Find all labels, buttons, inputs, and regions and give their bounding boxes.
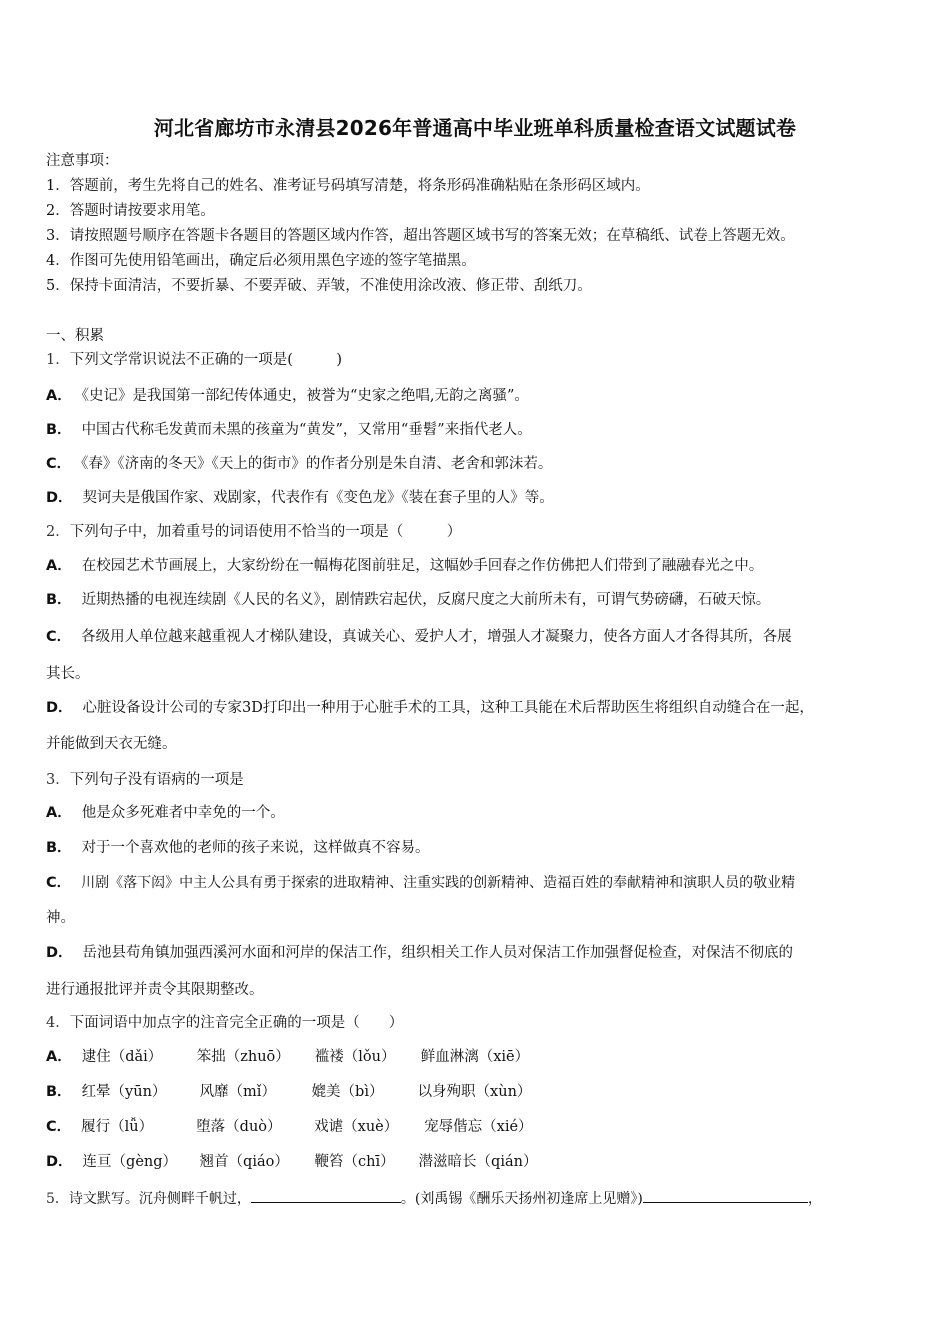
question-3-option-c-cont: 神。	[46, 910, 75, 926]
option-label: A．	[46, 558, 72, 574]
option-word: 鲜血淋漓（xiē）	[420, 1049, 530, 1065]
question-2-option-b	[46, 590, 770, 610]
question-2-option-a	[46, 556, 763, 576]
notice-item: 3．请按照题号顺序在答题卡各题目的答题区域内作答，超出答题区域书写的答案无效；在草稿纸、试卷上答题无效。	[46, 228, 795, 244]
notice-item: 1．答题前，考生先将自己的姓名、准考证号码填写清楚，将条形码准确粘贴在条形码区域内。	[46, 178, 650, 194]
option-text: 他是众多死难者中幸免的一个。	[81, 805, 285, 821]
question-3-option-a	[46, 803, 285, 823]
option-text: 岳池县苟角镇加强西溪河水面和河岸的保洁工作，组织相关工作人员对保洁工作加强督促检查，对保洁不彻底的	[82, 945, 794, 961]
option-word: 戏谑（xuè）	[314, 1119, 399, 1135]
question-2-option-d-cont: 并能做到天衣无缝。	[46, 736, 177, 752]
question-number: 3．	[46, 772, 70, 788]
question-2-option-d	[46, 698, 814, 718]
option-text: 各级用人单位越来越重视人才梯队建设，真诚关心、爱护人才，增强人才凝聚力，使各方面人才各得其所，各展	[81, 629, 792, 645]
option-label: C．	[46, 456, 72, 472]
option-text: 中国古代称毛发黄而未黑的孩童为“黄发”，又常用“垂髫”来指代老人。	[81, 422, 532, 438]
question-4-stem	[46, 1013, 403, 1033]
question-1-option-c	[46, 454, 552, 474]
question-4-option-a	[46, 1047, 529, 1067]
question-1-option-b	[46, 420, 532, 440]
option-label: D．	[46, 945, 73, 961]
option-text: 《春》《济南的冬天》《天上的街市》的作者分别是朱自清、老舍和郭沫若。	[81, 456, 553, 472]
option-word: 连亘（gèng）	[82, 1154, 178, 1170]
option-word: 褴褛（lǒu）	[314, 1049, 396, 1065]
notice-item: 4．作图可先使用铅笔画出，确定后必须用黑色字迹的签字笔描黑。	[46, 253, 476, 269]
option-label: B．	[46, 592, 72, 608]
option-label: C．	[46, 1119, 72, 1135]
question-2-stem	[46, 522, 461, 542]
question-number: 5．	[46, 1191, 69, 1207]
option-text: 心脏设备设计公司的专家3D打印出一种用于心脏手术的工具，这种工具能在术后帮助医生将组织自动缝合在一起，	[82, 700, 814, 716]
option-word: 逮住（dǎi）	[81, 1049, 163, 1065]
question-2-option-c-cont: 其长。	[46, 666, 90, 682]
option-word: 堕落（duò）	[196, 1119, 282, 1135]
question-text: 下列句子中，加着重号的词语使用不恰当的一项是（ ）	[69, 524, 462, 540]
option-word: 潜滋暗长（qián）	[418, 1154, 538, 1170]
option-label: A．	[46, 805, 72, 821]
question-text: 下列句子没有语病的一项是	[69, 772, 244, 788]
question-text: 下列文学常识说法不正确的一项是( )	[69, 352, 343, 368]
option-label: B．	[46, 1084, 72, 1100]
option-word: 红晕（yūn）	[81, 1084, 167, 1100]
answer-blank[interactable]	[643, 1188, 808, 1203]
question-text: 。(刘禹锡《酬乐天扬州初逢席上见赠》)	[400, 1191, 643, 1207]
option-word: 履行（lǚ）	[81, 1119, 154, 1135]
option-label: B．	[46, 840, 72, 856]
question-4-option-b	[46, 1082, 531, 1102]
option-text: 近期热播的电视连续剧《人民的名义》，剧情跌宕起伏，反腐尺度之大前所未有，可谓气势磅礴，石破天惊。	[81, 592, 771, 608]
question-5	[46, 1188, 822, 1209]
option-word: 翘首（qiáo）	[199, 1154, 289, 1170]
option-text: 契诃夫是俄国作家、戏剧家，代表作有《变色龙》《装在套子里的人》等。	[82, 490, 554, 506]
option-word: 宠辱偕忘（xié）	[424, 1119, 533, 1135]
question-4-option-d	[46, 1152, 537, 1172]
question-3-stem	[46, 770, 244, 790]
option-label: C．	[46, 875, 72, 891]
option-word: 风靡（mǐ）	[199, 1084, 276, 1100]
question-text: ，	[807, 1191, 822, 1207]
option-text: 川剧《落下闳》中主人公具有勇于探索的进取精神、注重实践的创新精神、造福百姓的奉献精神和演职人员的敬业精	[81, 875, 796, 891]
option-label: B．	[46, 422, 72, 438]
question-3-option-d-cont: 进行通报批评并责令其限期整改。	[46, 982, 264, 998]
question-4-option-c	[46, 1117, 533, 1137]
option-label: D．	[46, 1154, 73, 1170]
option-label: D．	[46, 700, 73, 716]
question-3-option-d	[46, 943, 793, 963]
question-3-option-c	[46, 873, 795, 893]
option-label: A．	[46, 1049, 72, 1065]
option-label: C．	[46, 629, 72, 645]
option-word: 以身殉职（xùn）	[417, 1084, 532, 1100]
question-3-option-b	[46, 838, 430, 858]
notice-item: 2．答题时请按要求用笔。	[46, 203, 215, 219]
option-text: 《史记》是我国第一部纪传体通史，被誉为“史家之绝唱,无韵之离骚”。	[81, 388, 529, 404]
notice-heading: 注意事项：	[46, 153, 119, 169]
page-title: 河北省廊坊市永清县2026年普通高中毕业班单科质量检查语文试题试卷	[153, 116, 797, 140]
question-number: 1．	[46, 352, 70, 368]
question-1-option-a	[46, 386, 529, 406]
answer-blank[interactable]	[251, 1188, 401, 1203]
option-text: 对于一个喜欢他的老师的孩子来说，这样做真不容易。	[81, 840, 430, 856]
option-label: A．	[46, 388, 72, 404]
question-number: 2．	[46, 524, 70, 540]
question-text: 下面词语中加点字的注音完全正确的一项是（ ）	[69, 1015, 404, 1031]
section-heading: 一、积累	[46, 328, 104, 344]
option-word: 鞭笞（chī）	[314, 1154, 395, 1170]
question-2-option-c	[46, 627, 792, 647]
option-word: 笨拙（zhuō）	[196, 1049, 290, 1065]
option-word: 媲美（bì）	[311, 1084, 384, 1100]
question-number: 4．	[46, 1015, 70, 1031]
option-text: 在校园艺术节画展上，大家纷纷在一幅梅花图前驻足，这幅妙手回春之作仿佛把人们带到了融融春光之中。	[81, 558, 764, 574]
option-label: D．	[46, 490, 73, 506]
notice-item: 5．保持卡面清洁，不要折暴、不要弄破、弄皱，不准使用涂改液、修正带、刮纸刀。	[46, 278, 592, 294]
question-1-option-d	[46, 488, 554, 508]
question-1-stem	[46, 350, 342, 370]
question-text: 诗文默写。沉舟侧畔千帆过，	[68, 1191, 251, 1207]
